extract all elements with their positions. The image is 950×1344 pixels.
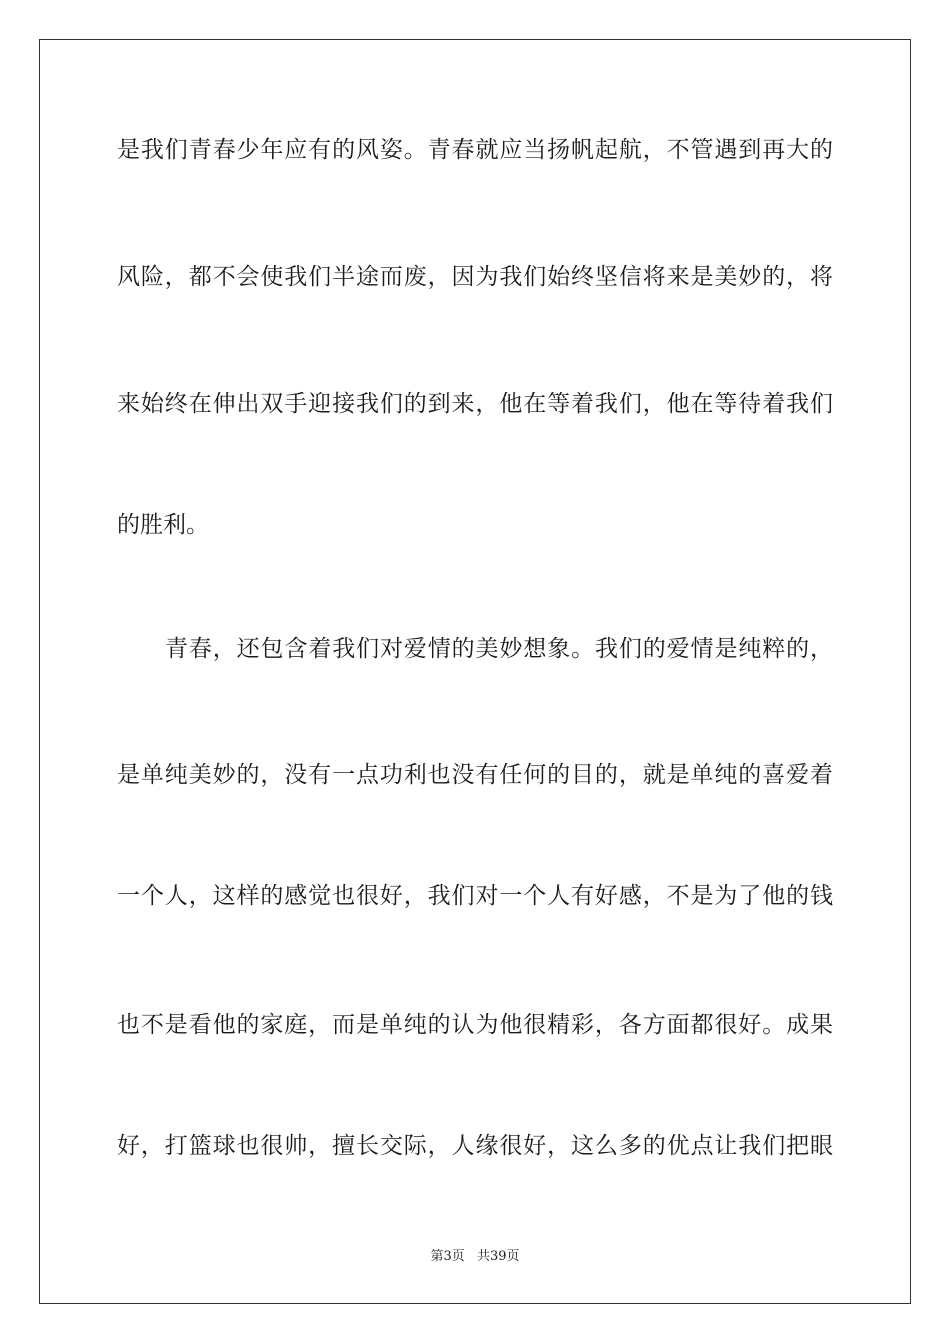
text-line: 的胜利。 [117, 512, 209, 538]
text-line: 一个人，这样的感觉也很好，我们对一个人有好感，不是为了他的钱 [117, 883, 833, 909]
page-frame [39, 39, 911, 1304]
page-footer [0, 1248, 950, 1266]
text-line: 是单纯美妙的，没有一点功利也没有任何的目的，就是单纯的喜爱着 [117, 762, 833, 788]
page-total: 共39页 [476, 1249, 520, 1264]
text-line: 也不是看他的家庭，而是单纯的认为他很精彩，各方面都很好。成果 [117, 1012, 833, 1038]
paragraph-first-line: 青春，还包含着我们对爱情的美妙想象。我们的爱情是纯粹的， [165, 636, 833, 662]
text-line: 来始终在伸出双手迎接我们的到来，他在等着我们，他在等待着我们 [117, 391, 833, 417]
text-line: 好，打篮球也很帅，擅长交际，人缘很好，这么多的优点让我们把眼 [117, 1133, 833, 1159]
page-number: 第3页 [430, 1249, 465, 1264]
text-line: 是我们青春少年应有的风姿。青春就应当扬帆起航，不管遇到再大的 [117, 137, 833, 163]
text-line: 风险，都不会使我们半途而废，因为我们始终坚信将来是美妙的，将 [117, 264, 833, 290]
